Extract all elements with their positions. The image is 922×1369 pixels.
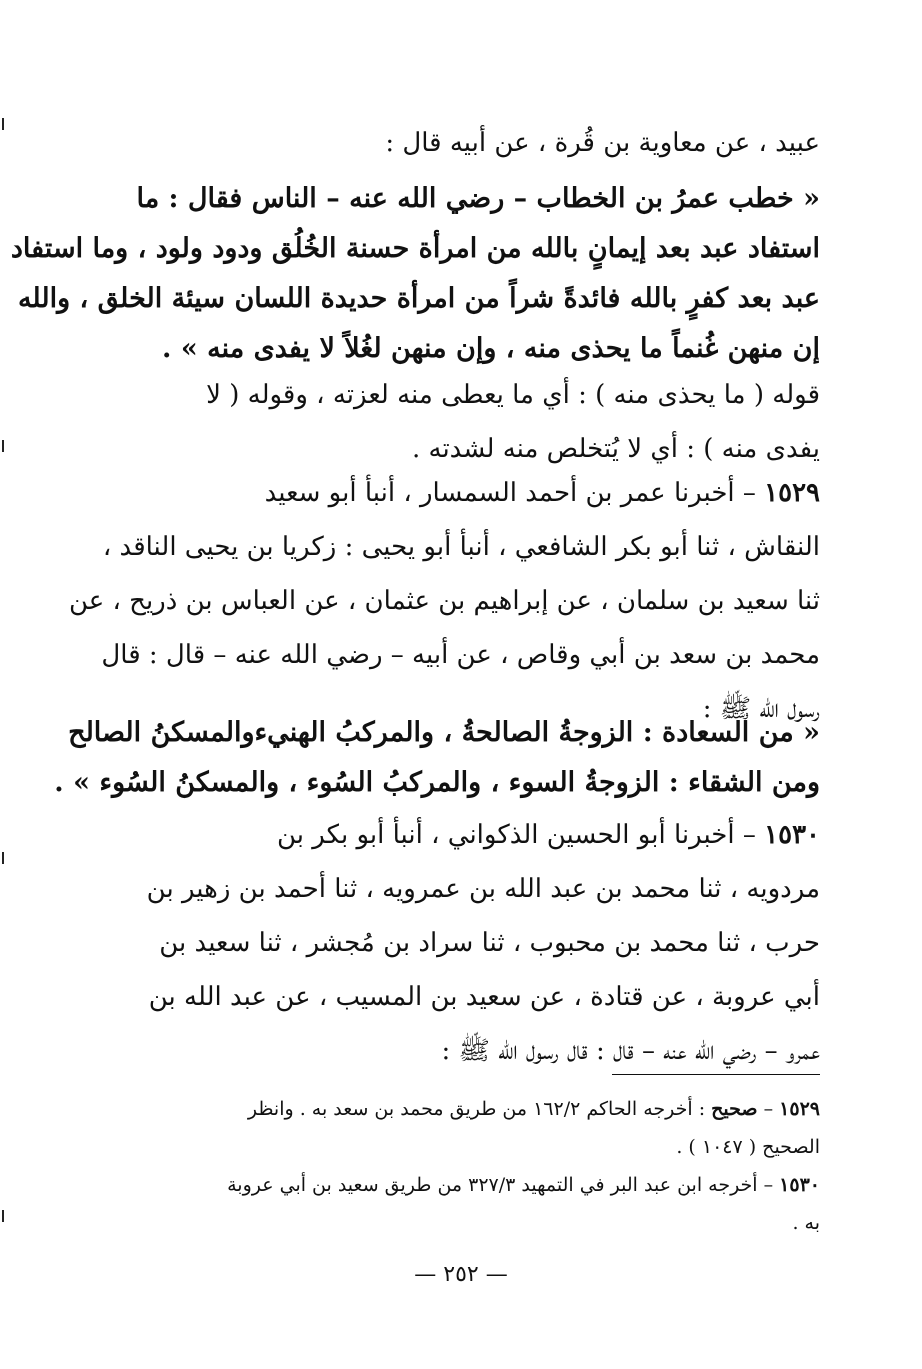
footnote-line: به . <box>792 1212 820 1234</box>
entry-number: ١٥٢٩ <box>764 478 820 508</box>
hadith-line: إن منهن غُنماً ما يحذى منه ، وإن منهن لغُلاً لا يفدى منه » . <box>162 333 820 364</box>
hadith-line: عبد بعد كفرٍ بالله فائدةً شراً من امرأة حديدة اللسان سيئة الخلق ، والله <box>17 283 820 314</box>
footnote-line: ١٥٢٩ – صحيح : أخرجه الحاكم ١٦٢/٢ من طريق محمد بن سعد به . وانظر <box>247 1098 820 1120</box>
footnotes <box>120 1090 820 1242</box>
text-line: قوله ( ما يحذى منه ) : أي ما يعطى منه لعزته ، وقوله ( لا <box>206 380 820 410</box>
footnote-number: ١٥٢٩ <box>779 1098 820 1120</box>
hadith-line: « من السعادة : الزوجةُ الصالحةُ ، والمركبُ الهنيءوالمسكنُ الصالح <box>68 717 820 748</box>
margin-mark <box>2 852 4 864</box>
footnote-number: ١٥٣٠ <box>779 1174 820 1196</box>
hadith-line: « خطب عمرُ بن الخطاب – رضي الله عنه – الناس فقال : ما <box>136 183 820 214</box>
text-line: عبيد ، عن معاوية بن قُرة ، عن أبيه قال : <box>385 128 820 158</box>
footnote-divider <box>612 1074 820 1075</box>
hadith-line: ومن الشقاء : الزوجةُ السوء ، والمركبُ السُوء ، والمسكنُ السُوء » . <box>54 767 820 798</box>
entry-text: – أخبرنا عمر بن أحمد السمسار ، أنبأ أبو سعيد <box>264 478 756 508</box>
footnote-text: – أخرجه ابن عبد البر في التمهيد ٣٢٧/٣ من طريق سعيد بن أبي عروبة <box>227 1174 774 1196</box>
footnote-grade: صحيح <box>711 1098 758 1120</box>
text-line: مردويه ، ثنا محمد بن عبد الله بن عمرويه ، ثنا أحمد بن زهير بن <box>146 874 820 904</box>
entry-number: ١٥٣٠ <box>764 820 820 850</box>
footnote-line: الصحيح ( ١٠٤٧ ) . <box>676 1136 820 1158</box>
text-line: رسول الله ﷺ : <box>702 694 820 724</box>
footnote-text: أخرجه الحاكم ١٦٢/٢ من طريق محمد بن سعد به . وانظر <box>247 1098 693 1120</box>
text-line: عمرو – رضي الله عنه – قال : قال رسول الله ﷺ : <box>441 1036 820 1066</box>
hadith-quote-1 <box>10 174 820 374</box>
text-line <box>120 808 820 862</box>
text-line: النقاش ، ثنا أبو بكر الشافعي ، أنبأ أبو يحيى : زكريا بن يحيى الناقد ، <box>102 532 820 562</box>
margin-mark <box>2 118 4 130</box>
text-line: حرب ، ثنا محمد بن محبوب ، ثنا سراد بن مُجشر ، ثنا سعيد بن <box>159 928 820 958</box>
hadith-line: استفاد عبد بعد إيمانٍ بالله من امرأة حسنة الخُلُق ودود ولود ، وما استفاد <box>10 233 820 264</box>
text-line: ثنا سعيد بن سلمان ، عن إبراهيم بن عثمان ، عن العباس بن ذريح ، عن <box>68 586 820 616</box>
entry-1529 <box>68 466 820 736</box>
margin-mark <box>2 440 4 452</box>
entry-1530 <box>120 808 820 1078</box>
text-line <box>120 466 820 520</box>
intro-paragraph <box>120 116 820 170</box>
margin-mark <box>2 1210 4 1222</box>
entry-text: – أخبرنا أبو الحسين الذكواني ، أنبأ أبو بكر بن <box>276 820 756 850</box>
text-line: أبي عروبة ، عن قتادة ، عن سعيد بن المسيب ، عن عبد الله بن <box>148 982 820 1012</box>
text-line: محمد بن سعد بن أبي وقاص ، عن أبيه – رضي الله عنه – قال : قال <box>101 640 820 670</box>
hadith-quote-2 <box>54 708 820 808</box>
footnote-line <box>120 1166 820 1204</box>
page-number: — ٢٥٢ — <box>414 1262 508 1287</box>
explanation-paragraph <box>120 368 820 476</box>
text-line: يفدى منه ) : أي لا يُتخلص منه لشدته . <box>411 434 820 464</box>
